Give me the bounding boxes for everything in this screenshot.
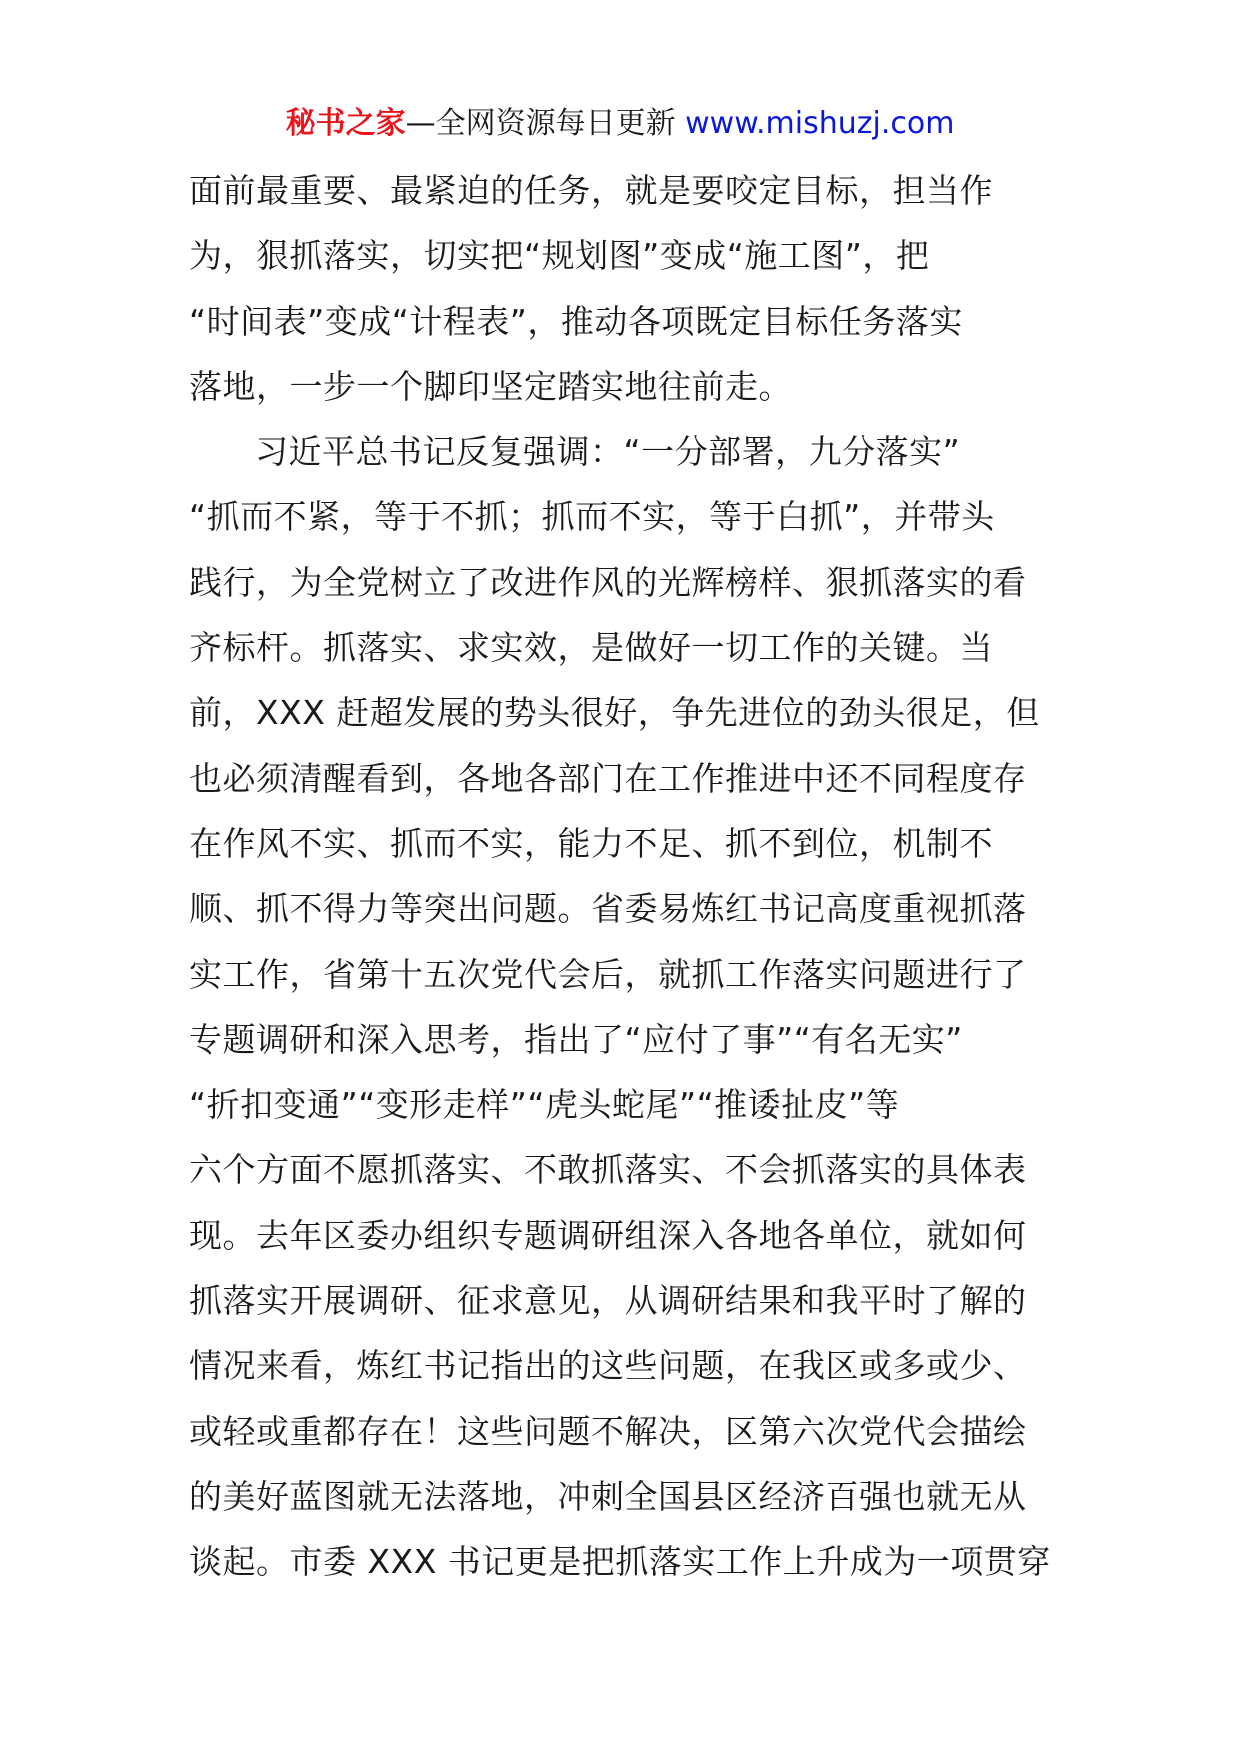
text-line: 现。去年区委办组织专题调研组深入各地各单位，就如何 [189,1215,1027,1255]
text-line: 的美好蓝图就无法落地，冲刺全国县区经济百强也就无从 [189,1476,1027,1516]
text-line: 抓落实开展调研、征求意见，从调研结果和我平时了解的 [189,1281,1027,1321]
text-line: 专题调研和深入思考，指出了“应付了事”“有名无实” [189,1019,963,1059]
text-line: 也必须清醒看到，各地各部门在工作推进中还不同程度存 [189,758,1027,798]
text-line: 六个方面不愿抓落实、不敢抓落实、不会抓落实的具体表 [189,1150,1027,1190]
header-url-link[interactable]: www.mishuzj.com [685,106,955,141]
text-line: 实工作，省第十五次党代会后，就抓工作落实问题进行了 [189,954,1027,994]
header-slogan: —全网资源每日更新 [405,106,686,141]
text-line: “时间表”变成“计程表”，推动各项既定目标任务落实 [189,301,963,341]
text-line: 践行，为全党树立了改进作风的光辉榜样、狠抓落实的看 [189,562,1027,602]
header-brand: 秘书之家 [285,106,406,141]
text-line-paragraph-start: 习近平总书记反复强调：“一分部署，九分落实” [255,432,961,472]
text-line: 在作风不实、抓而不实，能力不足、抓不到位，机制不 [189,823,993,863]
text-line: 前，XXX 赶超发展的势头很好，争先进位的劲头很足，但 [189,693,1040,733]
text-line: 落地，一步一个脚印坚定踏实地往前走。 [189,366,792,406]
text-line: “折扣变通”“变形走样”“虎头蛇尾”“推诿扯皮”等 [189,1085,900,1125]
text-line: 顺、抓不得力等突出问题。省委易炼红书记高度重视抓落 [189,889,1027,929]
text-line: 谈起。市委 XXX 书记更是把抓落实工作上升成为一项贯穿 [189,1542,1051,1582]
text-line: 情况来看，炼红书记指出的这些问题，在我区或多或少、 [189,1346,1027,1386]
document-body [189,158,1059,1595]
text-line: 面前最重要、最紧迫的任务，就是要咬定目标，担当作 [189,171,993,210]
text-line: 或轻或重都存在！这些问题不解决，区第六次党代会描绘 [189,1411,1027,1451]
text-line: “抓而不紧，等于不抓；抓而不实，等于白抓”，并带头 [189,497,995,537]
text-line: 为，狠抓落实，切实把“规划图”变成“施工图”，把 [189,236,930,276]
page-header [0,98,1240,150]
text-line: 齐标杆。抓落实、求实效，是做好一切工作的关键。当 [189,628,993,668]
